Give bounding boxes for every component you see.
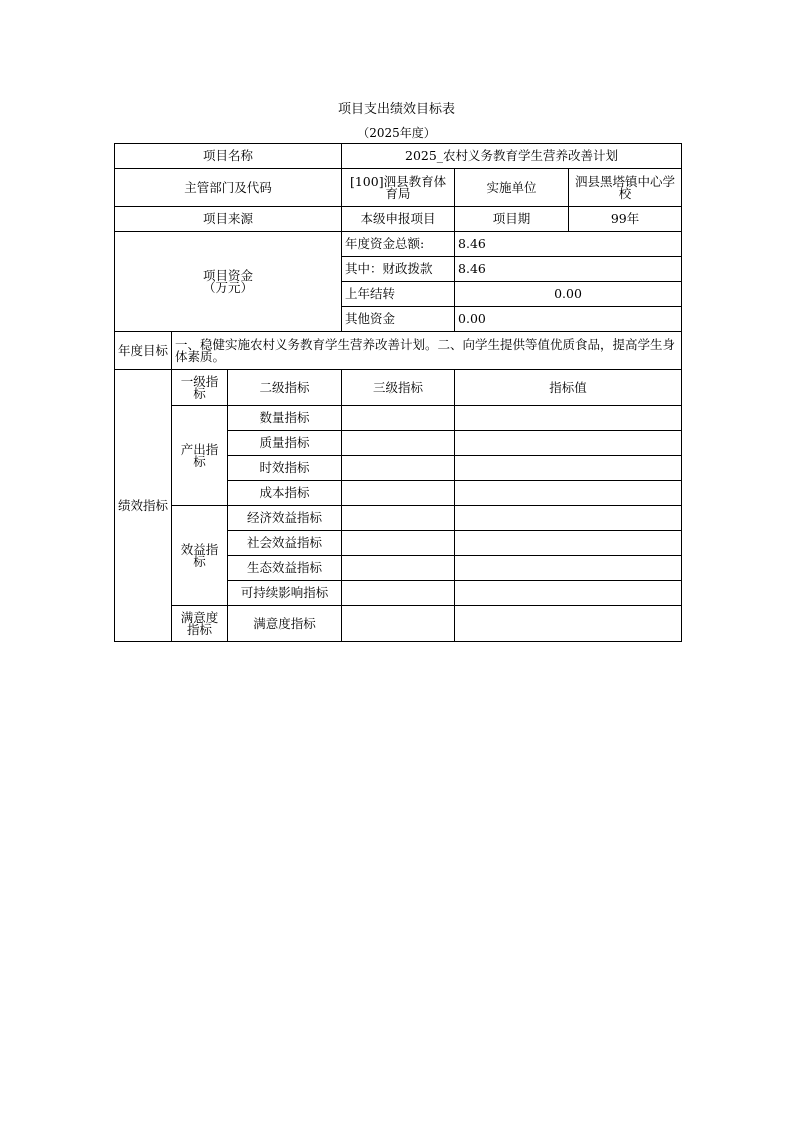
funds-label-cell (115, 232, 342, 332)
funds-other-value: 0.00 (455, 307, 682, 332)
annual-goal-label: 年度目标 (115, 332, 172, 370)
col-level2-header: 二级指标 (228, 370, 342, 406)
col-level3-header: 三级指标 (342, 370, 455, 406)
output-item-cost: 成本指标 (228, 481, 342, 506)
satisfaction-indicators-label: 满意度指标 (172, 606, 228, 642)
row-indicator-header (115, 370, 682, 406)
output-timeliness-value (455, 456, 682, 481)
output-cost-value (455, 481, 682, 506)
output-quantity-level3 (342, 406, 455, 431)
document-title: 项目支出绩效目标表 (337, 102, 455, 117)
benefit-item-social: 社会效益指标 (228, 531, 342, 556)
output-quality-level3 (342, 431, 455, 456)
row-annual-goal (115, 332, 682, 370)
funds-total-value: 8.46 (455, 232, 682, 257)
benefit-social-value (455, 531, 682, 556)
benefit-item-ecological: 生态效益指标 (228, 556, 342, 581)
implementing-unit-value: 泗县黑塔镇中心学校 (569, 169, 682, 207)
row-project-name (115, 144, 682, 169)
satisfaction-item: 满意度指标 (228, 606, 342, 642)
output-item-timeliness: 时效指标 (228, 456, 342, 481)
funds-fiscal-value: 8.46 (455, 257, 682, 282)
funds-carry-label: 上年结转 (342, 282, 455, 307)
output-cost-level3 (342, 481, 455, 506)
department-label: 主管部门及代码 (115, 169, 342, 207)
benefit-indicators-label: 效益指标 (172, 506, 228, 606)
funds-unit: （万元） (203, 279, 254, 295)
output-indicators-label: 产出指标 (172, 406, 228, 506)
table-row (115, 406, 682, 431)
funds-label: 项目资金 (203, 267, 254, 283)
output-item-quality: 质量指标 (228, 431, 342, 456)
period-label: 项目期 (455, 207, 569, 232)
output-item-quantity: 数量指标 (228, 406, 342, 431)
benefit-item-sustainable: 可持续影响指标 (228, 581, 342, 606)
benefit-economic-value (455, 506, 682, 531)
benefit-item-economic: 经济效益指标 (228, 506, 342, 531)
document-year: （2025年度） (357, 126, 436, 140)
project-name-value: 2025_农村义务教育学生营养改善计划 (342, 144, 682, 169)
performance-goal-table (114, 143, 682, 642)
funds-fiscal-label: 其中：财政拨款 (342, 257, 455, 282)
funds-total-label: 年度资金总额: (342, 232, 455, 257)
benefit-sustainable-value (455, 581, 682, 606)
source-label: 项目来源 (115, 207, 342, 232)
satisfaction-value (455, 606, 682, 642)
col-level1-header: 一级指标 (172, 370, 228, 406)
benefit-economic-level3 (342, 506, 455, 531)
source-value: 本级申报项目 (342, 207, 455, 232)
table-row (115, 606, 682, 642)
project-name-label: 项目名称 (115, 144, 342, 169)
output-quality-value (455, 431, 682, 456)
annual-goal-text: 一、稳健实施农村义务教育学生营养改善计划。二、向学生提供等值优质食品，提高学生身体素质。 (172, 332, 682, 370)
period-value: 99年 (569, 207, 682, 232)
row-source (115, 207, 682, 232)
table-row (115, 506, 682, 531)
department-value: [100]泗县教育体育局 (342, 169, 455, 207)
row-funds-total (115, 232, 682, 257)
indicators-label: 绩效指标 (115, 370, 172, 642)
satisfaction-level3 (342, 606, 455, 642)
funds-carry-value: 0.00 (455, 282, 682, 307)
funds-other-label: 其他资金 (342, 307, 455, 332)
output-quantity-value (455, 406, 682, 431)
benefit-ecological-level3 (342, 556, 455, 581)
col-value-header: 指标值 (455, 370, 682, 406)
benefit-social-level3 (342, 531, 455, 556)
benefit-ecological-value (455, 556, 682, 581)
row-department (115, 169, 682, 207)
output-timeliness-level3 (342, 456, 455, 481)
implementing-unit-label: 实施单位 (455, 169, 569, 207)
benefit-sustainable-level3 (342, 581, 455, 606)
